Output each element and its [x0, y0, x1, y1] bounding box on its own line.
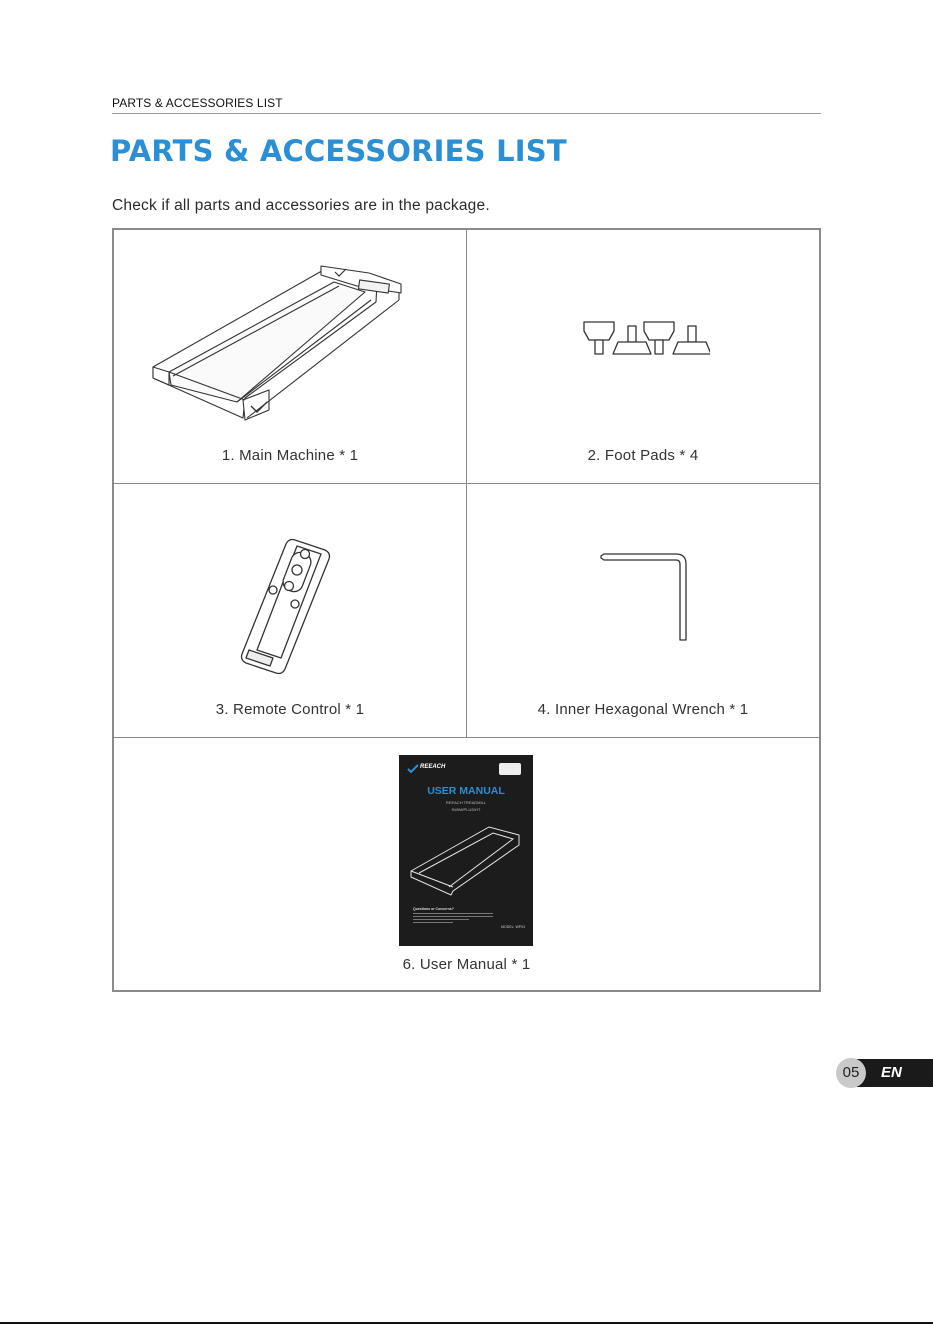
part-caption-hex-wrench: 4. Inner Hexagonal Wrench * 1	[537, 701, 749, 718]
part-caption-user-manual: 6. User Manual * 1	[402, 956, 531, 973]
user-manual-cover	[399, 755, 533, 946]
remote-control-illustration	[239, 536, 339, 676]
language-label: EN	[851, 1059, 933, 1087]
treadmill-illustration	[149, 260, 429, 425]
manual-badge-icon	[499, 763, 521, 775]
hex-wrench-illustration	[597, 550, 697, 644]
header-rule	[112, 113, 821, 114]
part-caption-foot-pads: 2. Foot Pads * 4	[587, 447, 699, 464]
manual-treadmill-illustration	[409, 823, 524, 898]
foot-pads-illustration	[582, 318, 710, 366]
part-caption-remote-control: 3. Remote Control * 1	[215, 701, 365, 718]
part-cell-main-machine	[114, 230, 466, 483]
parts-table	[112, 228, 821, 992]
manual-model: SWIM/PLUS/HT	[451, 807, 481, 812]
page-title: PARTS & ACCESSORIES LIST	[110, 134, 567, 168]
part-cell-foot-pads	[467, 230, 819, 483]
part-caption-main-machine: 1. Main Machine * 1	[221, 447, 359, 464]
page-tab	[836, 1058, 933, 1087]
manual-heading: USER MANUAL	[427, 785, 505, 797]
part-cell-user-manual	[114, 738, 819, 990]
brand-check-icon	[407, 764, 419, 774]
manual-footer-code: MODEL: WP03	[501, 925, 525, 929]
page-number: 05	[836, 1058, 866, 1088]
manual-footer-text-lines	[413, 913, 493, 923]
intro-text: Check if all parts and accessories are in the package.	[112, 197, 490, 214]
part-cell-hex-wrench	[467, 484, 819, 737]
manual-footer-title: Questions or Concerns?	[413, 907, 454, 911]
running-header: PARTS & ACCESSORIES LIST	[112, 96, 283, 110]
part-cell-remote-control	[114, 484, 466, 737]
manual-subtitle: REEACH TREADMILL	[445, 800, 487, 805]
manual-brand: REEACH	[420, 764, 446, 770]
